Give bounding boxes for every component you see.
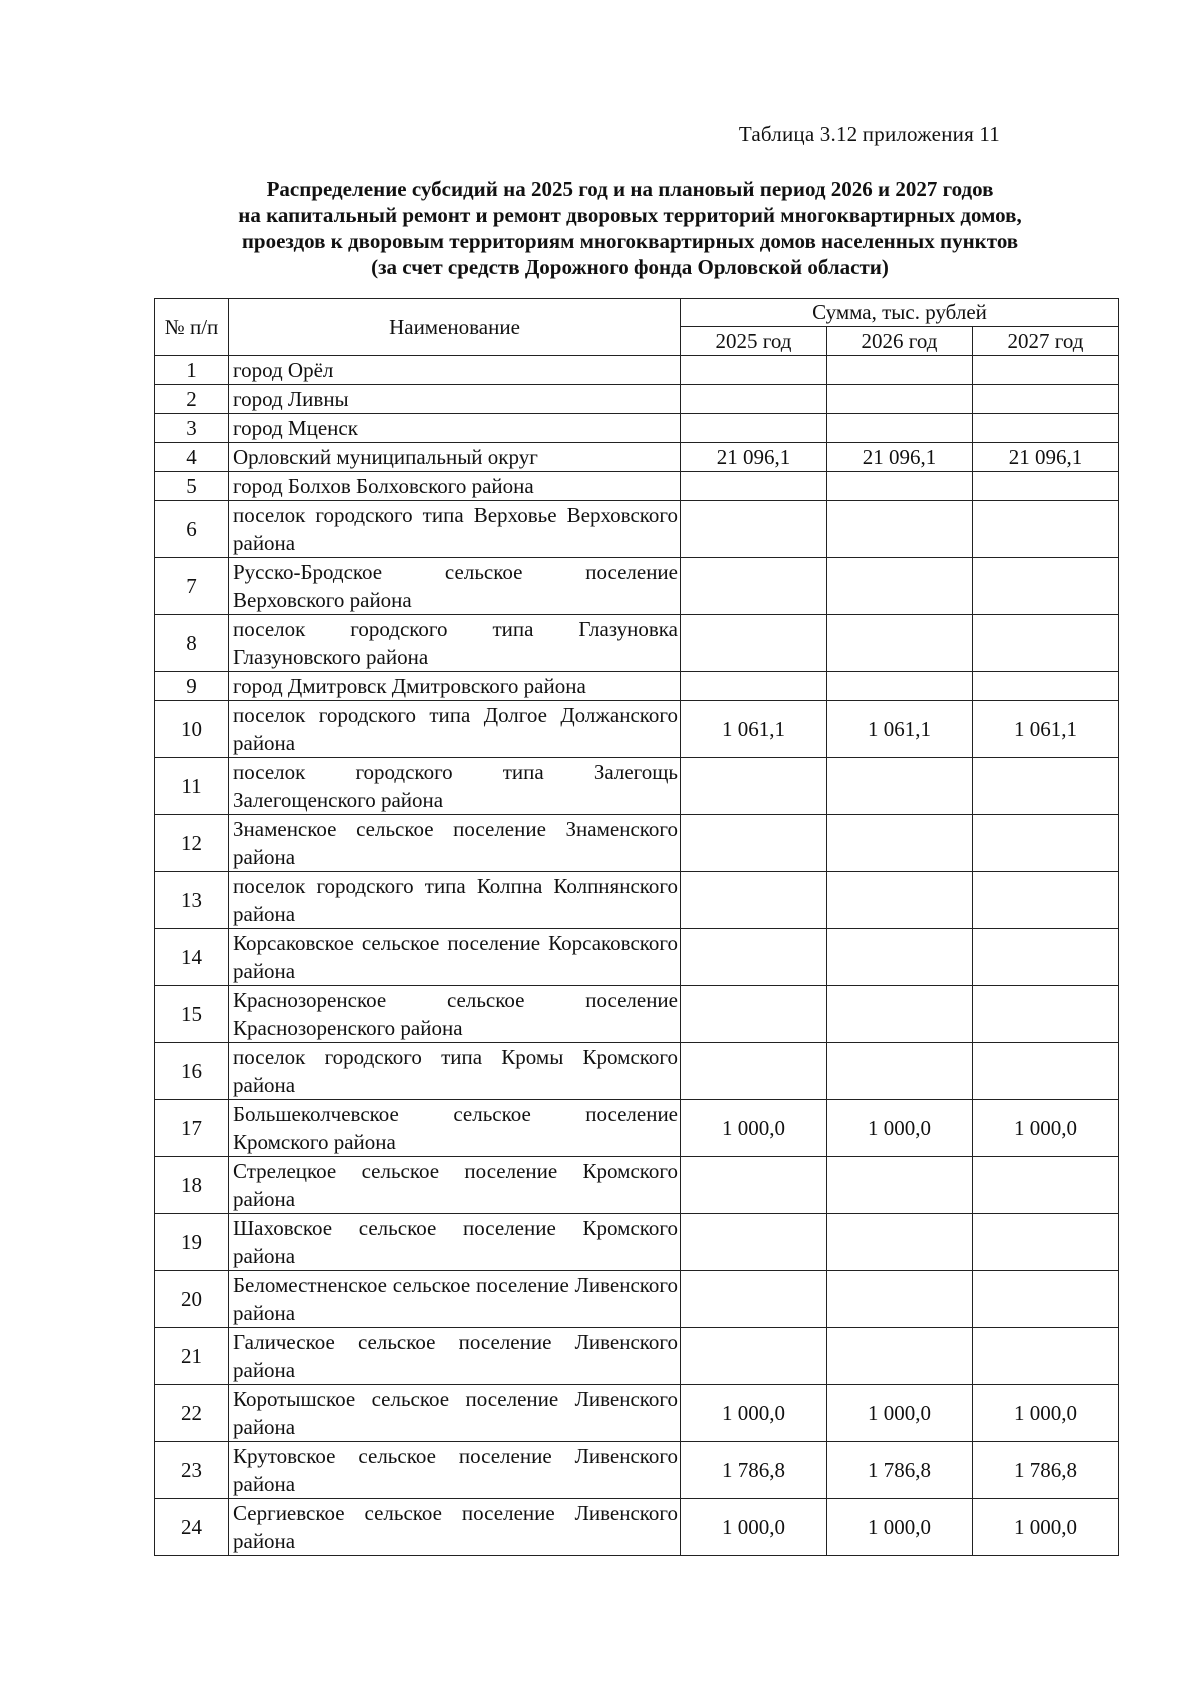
title-line: проездов к дворовым территориям многоквартирных домов населенных пунктов [241,229,1019,253]
row-name: поселок городского типа Залегощь Залегощенского района [229,758,681,815]
row-value-2027: 1 000,0 [973,1499,1119,1556]
row-value-2025: 1 000,0 [681,1100,827,1157]
row-value-2027 [973,758,1119,815]
row-number: 5 [155,472,229,501]
row-number: 7 [155,558,229,615]
row-value-2026 [827,1328,973,1385]
row-value-2027 [973,672,1119,701]
table-body [155,356,1119,1556]
row-value-2027 [973,1157,1119,1214]
row-value-2027 [973,1214,1119,1271]
row-value-2025 [681,414,827,443]
row-value-2026: 21 096,1 [827,443,973,472]
row-number: 11 [155,758,229,815]
row-name: город Ливны [229,385,681,414]
table-row [155,385,1119,414]
row-value-2027 [973,1328,1119,1385]
row-value-2025: 21 096,1 [681,443,827,472]
row-value-2027 [973,815,1119,872]
table-row [155,1214,1119,1271]
row-number: 18 [155,1157,229,1214]
row-value-2027 [973,558,1119,615]
row-number: 15 [155,986,229,1043]
row-value-2026 [827,1157,973,1214]
row-value-2026 [827,472,973,501]
row-name: Беломестненское сельское поселение Ливенского района [229,1271,681,1328]
table-row [155,1271,1119,1328]
row-value-2025: 1 061,1 [681,701,827,758]
row-value-2026 [827,986,973,1043]
row-value-2027: 21 096,1 [973,443,1119,472]
row-name: Большеколчевское сельское поселение Кромского района [229,1100,681,1157]
row-number: 3 [155,414,229,443]
row-value-2025 [681,929,827,986]
row-name: поселок городского типа Глазуновка Глазуновского района [229,615,681,672]
row-value-2026: 1 786,8 [827,1442,973,1499]
row-value-2027: 1 061,1 [973,701,1119,758]
table-row [155,1100,1119,1157]
row-value-2025 [681,472,827,501]
row-value-2027 [973,986,1119,1043]
row-value-2027 [973,385,1119,414]
row-name: Коротышское сельское поселение Ливенского района [229,1385,681,1442]
table-row [155,558,1119,615]
table-row [155,1157,1119,1214]
row-value-2026: 1 000,0 [827,1499,973,1556]
table-caption: Таблица 3.12 приложения 11 [738,122,1000,146]
row-name: Шаховское сельское поселение Кромского района [229,1214,681,1271]
row-value-2025 [681,1328,827,1385]
row-value-2027 [973,472,1119,501]
document-title [150,176,1110,280]
row-value-2025 [681,615,827,672]
row-value-2025 [681,558,827,615]
header-sum: Сумма, тыс. рублей [681,299,1119,327]
table-row [155,1043,1119,1100]
row-name: Орловский муниципальный округ [229,443,681,472]
row-name: Краснозоренское сельское поселение Краснозоренского района [229,986,681,1043]
title-line: на капитальный ремонт и ремонт дворовых территорий многоквартирных домов, [238,203,1022,227]
row-name: Крутовское сельское поселение Ливенского района [229,1442,681,1499]
row-value-2026 [827,356,973,385]
row-number: 10 [155,701,229,758]
row-value-2025: 1 786,8 [681,1442,827,1499]
row-value-2027 [973,1043,1119,1100]
row-number: 19 [155,1214,229,1271]
row-number: 23 [155,1442,229,1499]
table-row [155,443,1119,472]
row-value-2025 [681,672,827,701]
row-name: поселок городского типа Верховье Верховского района [229,501,681,558]
row-name: Стрелецкое сельское поселение Кромского района [229,1157,681,1214]
header-name: Наименование [229,299,681,356]
row-value-2026 [827,672,973,701]
table-row [155,929,1119,986]
row-value-2027 [973,872,1119,929]
row-number: 12 [155,815,229,872]
row-value-2026 [827,414,973,443]
row-number: 17 [155,1100,229,1157]
row-value-2026: 1 061,1 [827,701,973,758]
row-value-2026 [827,1214,973,1271]
row-number: 1 [155,356,229,385]
row-value-2027: 1 786,8 [973,1442,1119,1499]
table-row [155,501,1119,558]
row-name: город Орёл [229,356,681,385]
table-row [155,815,1119,872]
row-value-2027 [973,356,1119,385]
table-row [155,414,1119,443]
row-value-2026 [827,558,973,615]
row-value-2026 [827,872,973,929]
row-value-2025 [681,758,827,815]
row-value-2025 [681,872,827,929]
row-name: Корсаковское сельское поселение Корсаковского района [229,929,681,986]
row-value-2026 [827,385,973,414]
row-number: 22 [155,1385,229,1442]
title-line: (за счет средств Дорожного фонда Орловской области) [371,255,889,279]
row-value-2027 [973,1271,1119,1328]
row-value-2026: 1 000,0 [827,1100,973,1157]
row-name: поселок городского типа Кромы Кромского района [229,1043,681,1100]
row-value-2026: 1 000,0 [827,1385,973,1442]
header-year-2026: 2026 год [827,327,973,356]
row-number: 14 [155,929,229,986]
row-value-2025: 1 000,0 [681,1385,827,1442]
row-name: поселок городского типа Долгое Должанского района [229,701,681,758]
row-name: Русско-Бродское сельское поселение Верховского района [229,558,681,615]
table-row [155,1328,1119,1385]
table-header [155,299,1119,356]
row-value-2025: 1 000,0 [681,1499,827,1556]
table-row [155,1385,1119,1442]
row-value-2027 [973,501,1119,558]
row-value-2025 [681,501,827,558]
row-number: 20 [155,1271,229,1328]
row-value-2025 [681,1043,827,1100]
row-number: 6 [155,501,229,558]
table-row [155,758,1119,815]
row-value-2026 [827,615,973,672]
table-row [155,986,1119,1043]
title-line: Распределение субсидий на 2025 год и на плановый период 2026 и 2027 годов [266,177,994,201]
row-name: Знаменское сельское поселение Знаменского района [229,815,681,872]
row-value-2027 [973,615,1119,672]
row-value-2026 [827,758,973,815]
row-number: 13 [155,872,229,929]
row-number: 2 [155,385,229,414]
row-value-2027: 1 000,0 [973,1385,1119,1442]
row-value-2026 [827,815,973,872]
row-value-2025 [681,1214,827,1271]
table-row [155,701,1119,758]
row-value-2025 [681,815,827,872]
row-value-2026 [827,1271,973,1328]
row-value-2025 [681,356,827,385]
table-row [155,1442,1119,1499]
row-value-2027: 1 000,0 [973,1100,1119,1157]
row-value-2025 [681,986,827,1043]
table-row [155,1499,1119,1556]
table-row [155,472,1119,501]
row-name: город Мценск [229,414,681,443]
row-name: город Болхов Болховского района [229,472,681,501]
row-number: 16 [155,1043,229,1100]
subsidy-table [154,298,1119,1556]
row-value-2026 [827,1043,973,1100]
row-number: 24 [155,1499,229,1556]
row-value-2025 [681,1157,827,1214]
table-row [155,672,1119,701]
table-row [155,615,1119,672]
table-row [155,356,1119,385]
row-value-2025 [681,385,827,414]
header-year-2027: 2027 год [973,327,1119,356]
row-value-2025 [681,1271,827,1328]
header-year-2025: 2025 год [681,327,827,356]
table-row [155,872,1119,929]
row-number: 4 [155,443,229,472]
row-name: Галическое сельское поселение Ливенского района [229,1328,681,1385]
row-number: 21 [155,1328,229,1385]
row-name: Сергиевское сельское поселение Ливенского района [229,1499,681,1556]
row-name: поселок городского типа Колпна Колпнянского района [229,872,681,929]
row-number: 8 [155,615,229,672]
row-value-2027 [973,929,1119,986]
row-value-2026 [827,929,973,986]
row-value-2027 [973,414,1119,443]
row-name: город Дмитровск Дмитровского района [229,672,681,701]
header-number: № п/п [155,299,229,356]
row-number: 9 [155,672,229,701]
row-value-2026 [827,501,973,558]
